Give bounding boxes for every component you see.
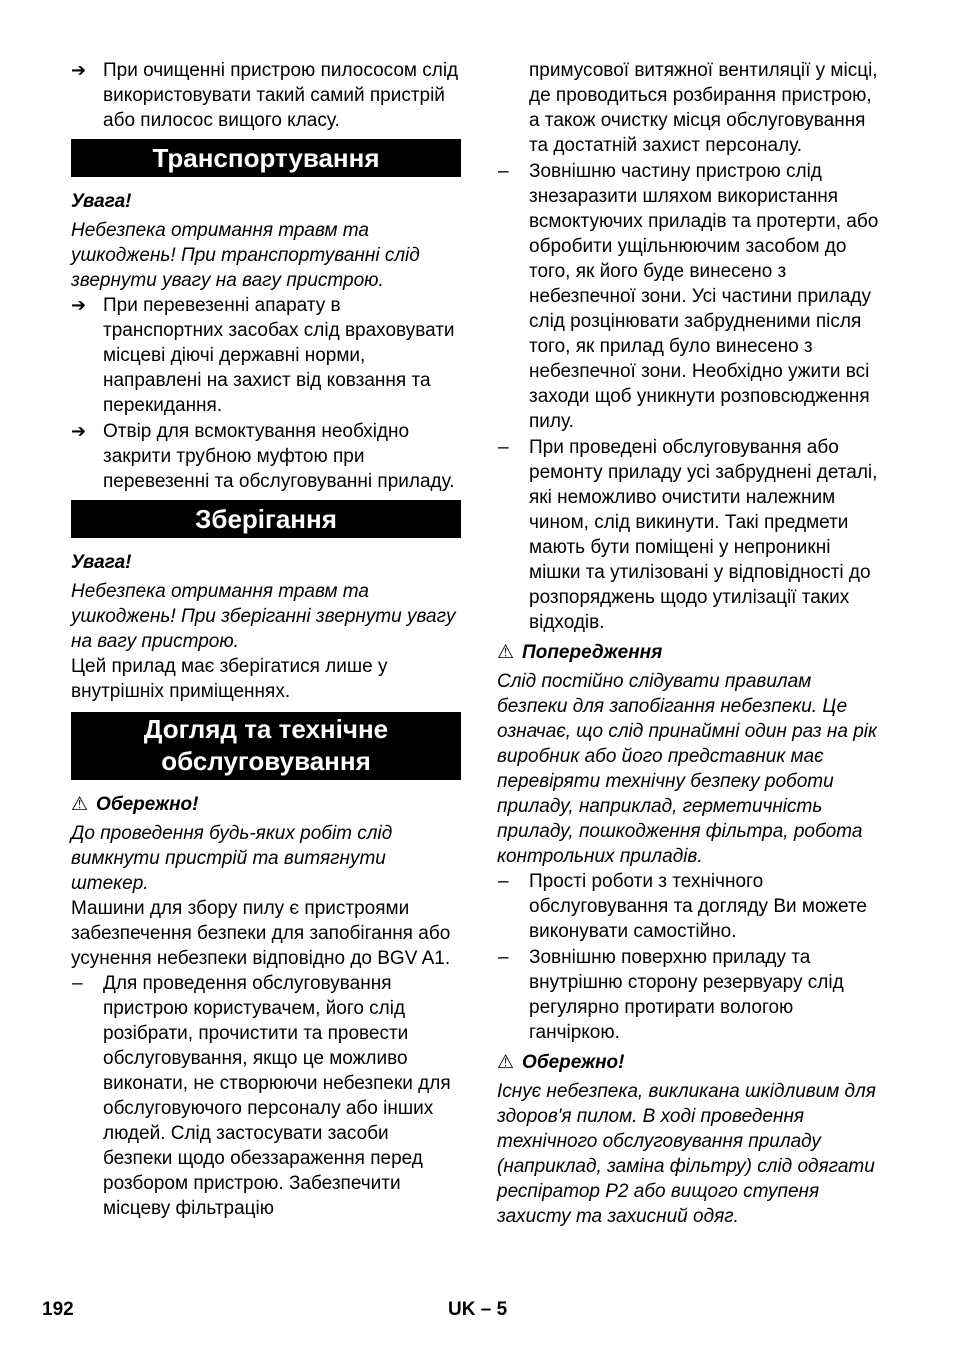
list-item-text: При проведені обслуговування або ремонту приладу усі забруднені деталі, які неможливо очистити належним чином, слід викинути. Такі предмети мають бути поміщені у непроникні мішки та утилізовані у відповідності до розпоряджень щодо утилізації таких відходів. — [529, 437, 878, 633]
instruction-text: При очищенні пристрою пилососом слід використовувати такий самий пристрій або пилосос вищого класу. — [103, 60, 459, 131]
intro-instruction — [71, 58, 461, 133]
heading-line: Догляд та технічне — [143, 714, 389, 744]
warning-text: До проведення будь-яких робіт слід вимкнути пристрій та витягнути штекер. — [71, 823, 393, 894]
warning-text: Небезпека отримання травм та ушкоджень! При зберіганні звернути увагу на вагу пристрою. — [71, 581, 456, 652]
arrow-icon: ➔ — [71, 421, 87, 441]
list-item — [497, 869, 882, 944]
dash-bullet: – — [498, 437, 509, 458]
warning-text: Слід постійно слідувати правилам безпеки для запобігання небезпеки. Це означає, що слід принаймні один раз на рік виробник або його представник має перевіряти технічну безпеку роботи приладу, наприклад, герметичність приладу, пошкодження фільтра, робота контрольних приладів. — [497, 671, 877, 867]
warning-title-row — [71, 792, 461, 817]
list-item-text: Зовнішню поверхню приладу та внутрішню сторону резервуару слід регулярно протирати вологою ганчіркою. — [529, 947, 844, 1043]
dash-bullet: – — [498, 871, 509, 892]
list-item-continuation — [497, 58, 882, 158]
arrow-icon: ➔ — [71, 295, 87, 315]
list-item-text: Прості роботи з технічного обслуговування та догляду Ви можете виконувати самостійно. — [529, 871, 868, 942]
dash-bullet: – — [72, 973, 83, 994]
body-text: Машини для збору пилу є пристроями забезпечення безпеки для запобігання або усунення небезпеки відповідно до BGV A1. — [71, 898, 451, 969]
warning-title: Увага! — [71, 552, 132, 573]
left-column — [71, 58, 461, 1222]
warning-text: Небезпека отримання травм та ушкоджень! При транспортуванні слід звернути увагу на вагу пристрою. — [71, 220, 420, 291]
list-item-text: Для проведення обслуговування пристрою користувачем, його слід розібрати, прочистити та провести обслуговування, якщо це можливо виконати, не створюючи небезпеки для обслуговуючого персоналу або інших людей. Слід застосувати засоби безпеки щодо обеззараження перед розбором пристрою. Забезпечити місцеву фільтрацію — [103, 973, 451, 1219]
instruction-text: Отвір для всмоктування необхідно закрити трубною муфтою при перевезенні та обслуговуванні приладу. — [103, 421, 455, 492]
warning-title: Увага! — [71, 191, 132, 212]
instruction-text: При перевезенні апарату в транспортних засобах слід враховувати місцеві діючі державні норми, направлені на захист від ковзання та перекидання. — [103, 295, 455, 416]
body-text: Цей прилад має зберігатися лише у внутрішніх приміщеннях. — [71, 656, 388, 702]
warning-text: Існує небезпека, викликана шкідливим для здоров'я пилом. В ході проведення технічного обслуговування приладу (наприклад, заміна фільтру) слід одягати респіратор P2 або вищого ступеня захисту та захисний одяг. — [497, 1081, 876, 1227]
page-number: 192 — [42, 1299, 74, 1320]
list-item-text: примусової витяжної вентиляції у місці, де проводиться розбирання пристрою, а також очистку місця обслуговування та достатній захист персоналу. — [529, 60, 878, 156]
warning-title: Попередження — [522, 642, 663, 663]
list-item-text: Зовнішню частину пристрою слід знезаразити шляхом використання всмоктуючих приладів та протерти, або обробити ущільнюючим засобом до того, як його буде винесено з небезпечної зони. Усі частини приладу слід розцінювати забрудненими після того, як прилад було винесено з небезпечної зони. Необхідно ужити всі заходи щоб уникнути розповсюдження пилу. — [529, 161, 879, 432]
heading-line: обслуговування — [161, 746, 371, 776]
section-heading-transport: Транспортування — [71, 139, 461, 177]
list-item — [497, 435, 882, 635]
list-item — [71, 293, 461, 418]
dash-bullet: – — [498, 947, 509, 968]
section-code: UK – 5 — [448, 1299, 508, 1320]
section-heading-care — [71, 712, 461, 780]
arrow-icon: ➔ — [71, 60, 87, 80]
right-column — [497, 58, 882, 1229]
list-item — [71, 419, 461, 494]
list-item — [497, 159, 882, 434]
warning-triangle-icon: ⚠ — [497, 642, 515, 663]
warning-title: Обережно! — [96, 794, 199, 815]
warning-triangle-icon: ⚠ — [497, 1052, 515, 1073]
list-item — [497, 945, 882, 1045]
section-heading-storage: Зберігання — [71, 500, 461, 538]
warning-title-row — [497, 640, 882, 665]
list-item — [71, 971, 461, 1221]
warning-triangle-icon: ⚠ — [71, 794, 89, 815]
dash-bullet: – — [498, 161, 509, 182]
warning-title-row — [497, 1050, 882, 1075]
warning-title: Обережно! — [522, 1052, 625, 1073]
